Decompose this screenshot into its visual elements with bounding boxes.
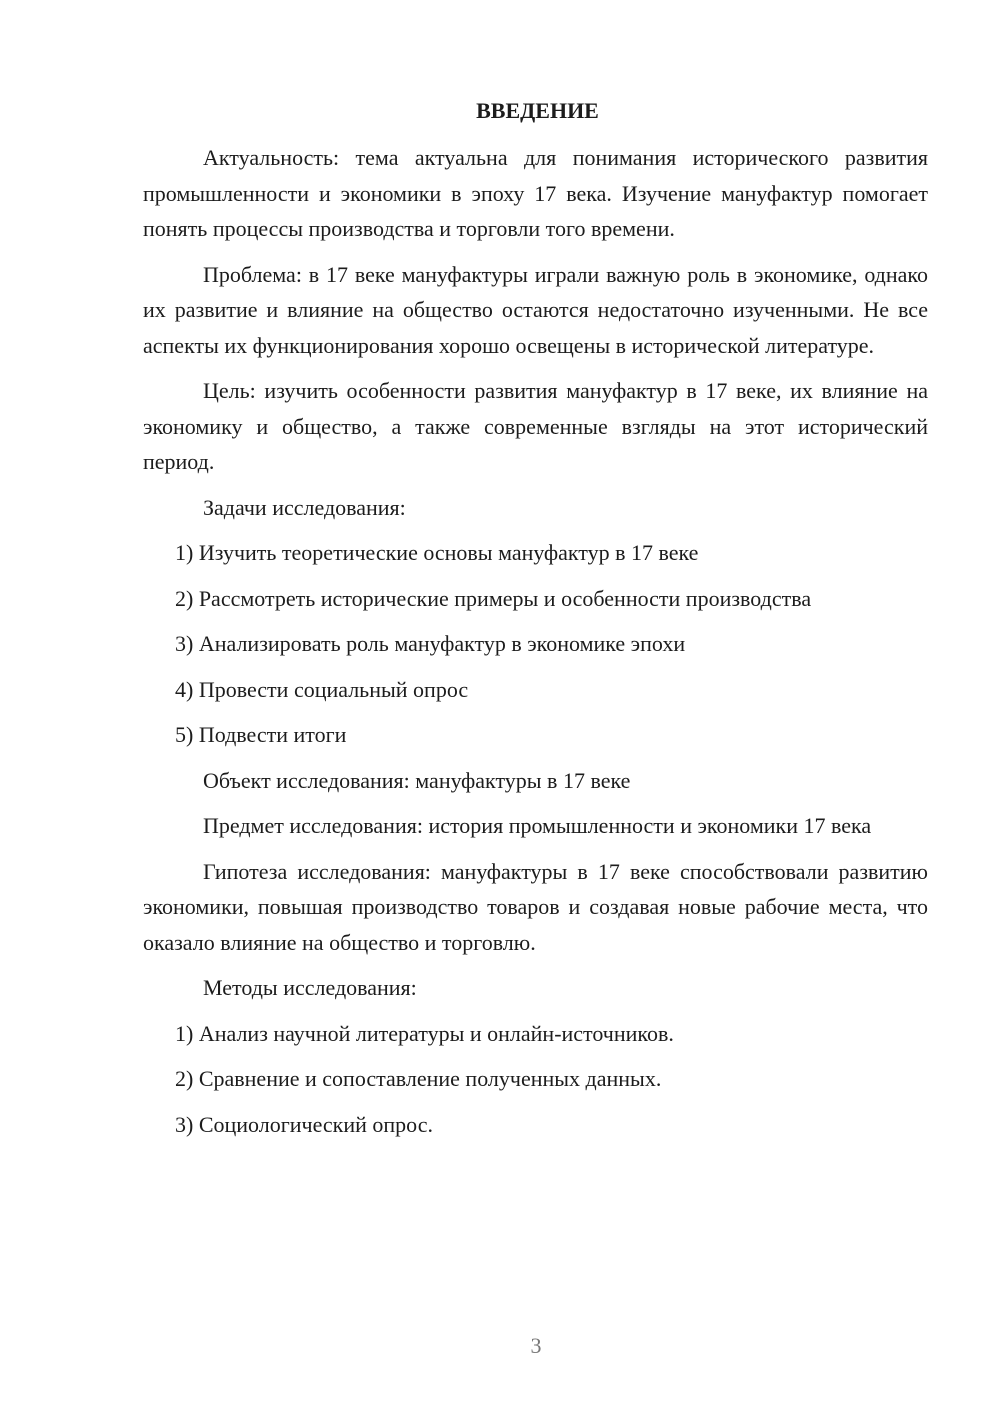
hypothesis-paragraph: Гипотеза исследования: мануфактуры в 17 веке способствовали развитию экономики, повышая производство товаров и создавая новые рабочие места, что оказало влияние на общество и торговлю. bbox=[143, 858, 928, 955]
task-item-3: 3) Анализировать роль мануфактур в экономике эпохи bbox=[175, 631, 686, 656]
relevance-paragraph: Актуальность: тема актуальна для понимания исторического развития промышленности и экономики в эпоху 17 века. Изучение мануфактур помогает понять процессы производства и торговли того времени. bbox=[143, 145, 928, 241]
document-body bbox=[143, 96, 928, 1152]
problem-paragraph: Проблема: в 17 веке мануфактуры играли важную роль в экономике, однако их развитие и влияние на общество остаются недостаточно изученными. Не все аспекты их функционирования хорошо освещены в исторической литературе. bbox=[143, 261, 928, 358]
methods-label: Методы исследования: bbox=[203, 975, 417, 1000]
tasks-label: Задачи исследования: bbox=[203, 494, 406, 520]
task-item-1: 1) Изучить теоретические основы мануфактур в 17 веке bbox=[175, 540, 699, 565]
goal-paragraph: Цель: изучить особенности развития мануфактур в 17 веке, их влияние на экономику и общество, а также современные взгляды на этот исторический период. bbox=[143, 378, 928, 474]
task-item-4: 4) Провести социальный опрос bbox=[175, 676, 469, 702]
subject-paragraph: Предмет исследования: история промышленности и экономики 17 века bbox=[203, 813, 872, 838]
section-title: ВВЕДЕНИЕ bbox=[476, 98, 599, 123]
task-item-5: 5) Подвести итоги bbox=[175, 722, 347, 747]
method-item-1: 1) Анализ научной литературы и онлайн-источников. bbox=[175, 1020, 674, 1046]
object-paragraph: Объект исследования: мануфактуры в 17 веке bbox=[203, 767, 631, 793]
task-item-2: 2) Рассмотреть исторические примеры и особенности производства bbox=[175, 585, 812, 611]
method-item-2: 2) Сравнение и сопоставление полученных данных. bbox=[175, 1066, 662, 1091]
page-number: 3 bbox=[530, 1333, 542, 1358]
method-item-3: 3) Социологический опрос. bbox=[175, 1111, 433, 1137]
